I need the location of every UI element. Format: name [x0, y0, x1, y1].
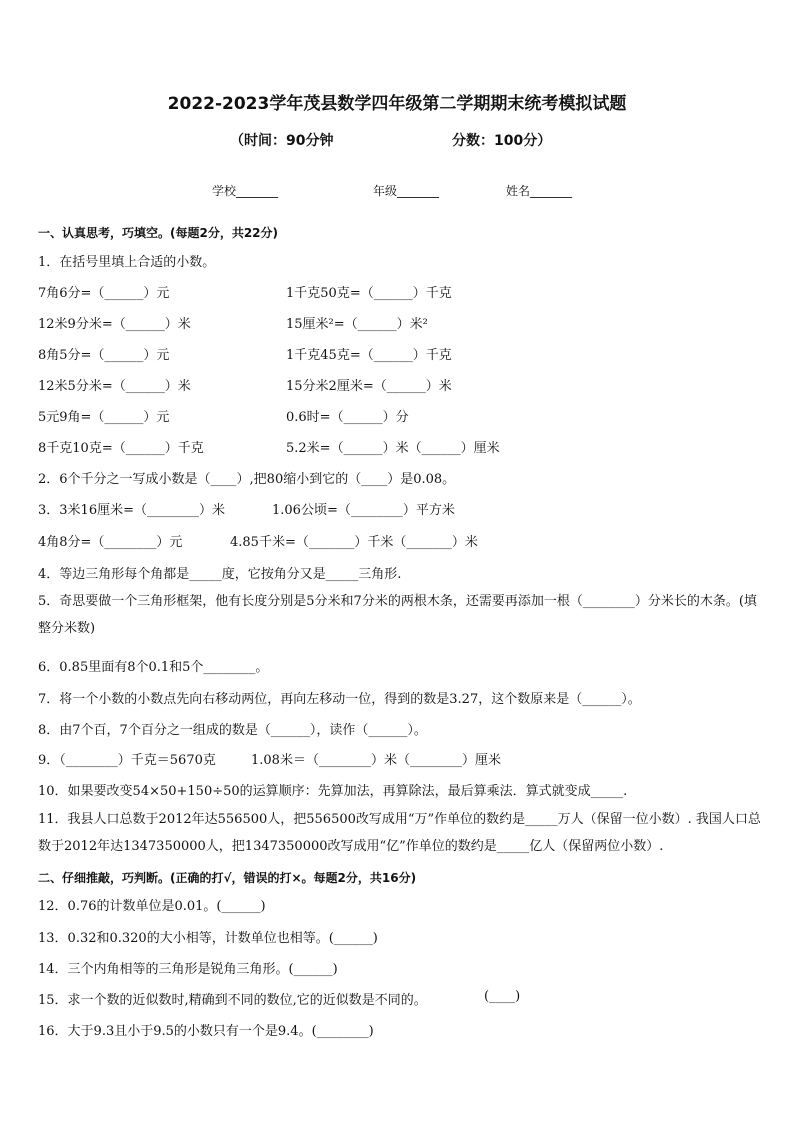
question-5: 5．奇思要做一个三角形框架，他有长度分别是5分米和7分米的两根木条，还需要再添加一根（________）分米长的木条。(填整分米数)	[38, 594, 757, 636]
q1-item: 7角6分=（______）元	[38, 286, 170, 301]
question-3-part: 1.06公顷=（________）平方米	[272, 503, 455, 518]
question-6: 6．0.85里面有8个0.1和5个________。	[38, 660, 269, 675]
question-3-part: 3．3米16厘米=（________）米	[38, 503, 225, 518]
question-15: 15．求一个数的近似数时,精确到不同的数位,它的近似数是不同的。	[38, 993, 427, 1008]
question-4: 4．等边三角形每个角都是_____度，它按角分又是_____三角形.	[38, 567, 402, 582]
name-field: 姓名_______	[506, 184, 573, 198]
q1-item: 12米5分米=（______）米	[38, 379, 191, 394]
school-field: 学校_______	[212, 184, 279, 198]
q1-item: 15厘米²=（______）米²	[286, 317, 428, 332]
q1-item: 5元9角=（______）元	[38, 410, 170, 425]
question-8: 8．由7个百，7个百分之一组成的数是（______），读作（______）。	[38, 723, 427, 738]
q1-item: 15分米2厘米=（______）米	[286, 379, 452, 394]
question-3-part: 4角8分=（________）元	[38, 535, 183, 550]
grade-field: 年级_______	[373, 184, 440, 198]
section-heading-fill: 一、认真思考，巧填空。(每题2分，共22分)	[38, 226, 279, 240]
q1-item: 0.6时=（______）分	[286, 410, 409, 425]
question-3-part: 4.85千米=（_______）千米（_______）米	[230, 535, 478, 550]
question-10: 10．如果要改变54×50+150÷50的运算顺序：先算加法，再算除法，最后算乘法．算式就变成_____.	[38, 784, 628, 799]
question-1-prompt: 1．在括号里填上合适的小数。	[38, 255, 216, 270]
q1-item: 5.2米=（______）米（______）厘米	[286, 441, 500, 456]
question-11: 11．我县人口总数于2012年达556500人，把556500改写成用“万”作单位的数约是_____万人（保留一位小数）. 我国人口总数于2012年达1347350000人，把1347350000改写成用“亿”作单位的数约是_____亿人（保留两位小数）.	[38, 812, 761, 854]
exam-score: 分数：100分）	[452, 133, 552, 149]
question-9-part: 9．（________）千克＝5670克	[38, 753, 216, 768]
section-heading-judge: 二、仔细推敲，巧判断。(正确的打√，错误的打×。每题2分，共16分)	[38, 871, 417, 885]
q1-item: 1千克50克=（______）千克	[286, 286, 452, 301]
q1-item: 8角5分=（______）元	[38, 348, 170, 363]
question-15-answer-blank: (____)	[484, 989, 521, 1004]
q1-item: 1千克45克=（______）千克	[286, 348, 452, 363]
question-2: 2．6个千分之一写成小数是（____）,把80缩小到它的（____）是0.08。	[38, 472, 456, 487]
q1-item: 8千克10克=（______）千克	[38, 441, 204, 456]
question-14: 14．三个内角相等的三角形是锐角三角形。(______)	[38, 962, 338, 977]
question-9-part: 1.08米＝（________）米（________）厘米	[251, 753, 501, 768]
question-16: 16．大于9.3且小于9.5的小数只有一个是9.4。(________)	[38, 1024, 374, 1039]
exam-time: （时间：90分钟	[230, 133, 334, 149]
page-title: 2022-2023学年茂县数学四年级第二学期期末统考模拟试题	[167, 94, 627, 114]
question-13: 13．0.32和0.320的大小相等，计数单位也相等。(______)	[38, 931, 378, 946]
q1-item: 12米9分米=（______）米	[38, 317, 191, 332]
question-7: 7．将一个小数的小数点先向右移动两位，再向左移动一位，得到的数是3.27，这个数原来是（______）。	[38, 692, 641, 707]
question-12: 12．0.76的计数单位是0.01。(______)	[38, 899, 266, 914]
